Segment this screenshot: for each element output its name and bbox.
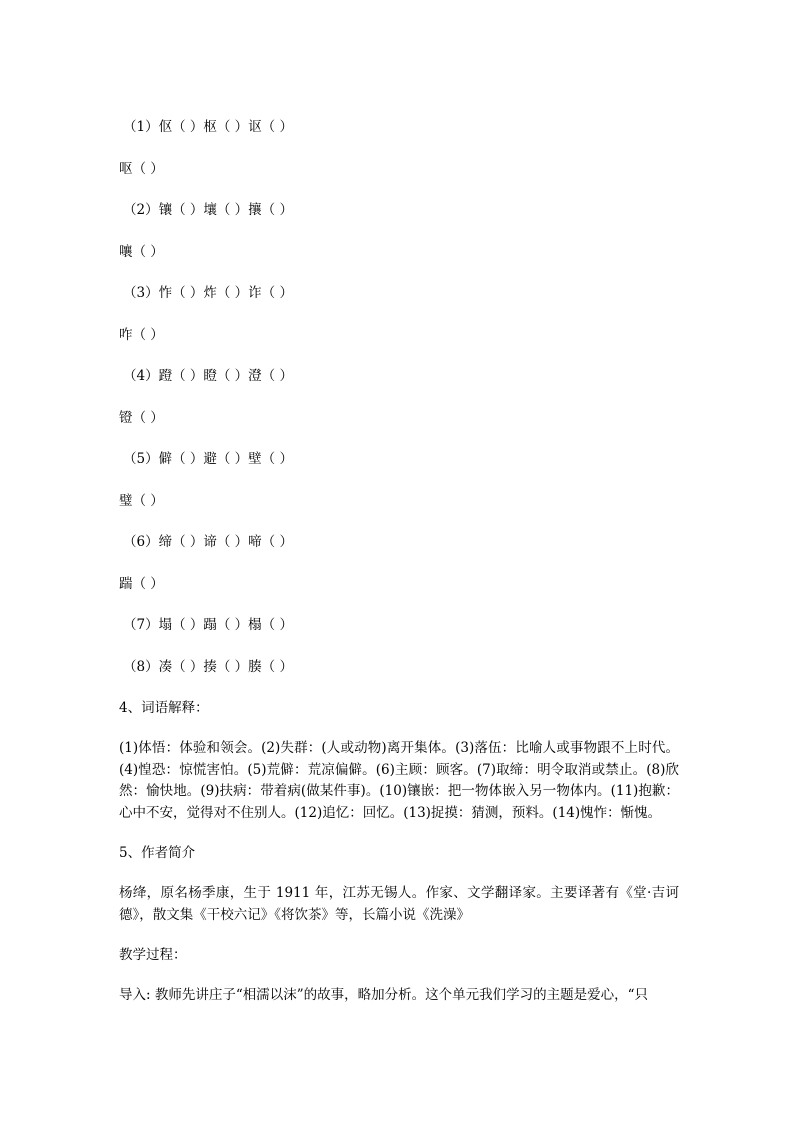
section-5-body: 杨绛，原名杨季康，生于 1911 年，江苏无锡人。作家、文学翻译家。主要译著有《堂·吉诃德》，散文集《干校六记》《将饮茶》等，长篇小说《洗澡》	[119, 885, 679, 923]
exercise-row-4-cont: 镫（ ）	[119, 409, 164, 426]
exercise-row-6-cont: 踹（ ）	[119, 575, 164, 592]
exercise-row-5: （5）僻（ ）避（ ）壁（ ）	[123, 451, 293, 467]
teaching-heading: 教学过程：	[119, 947, 187, 963]
exercise-row-6: （6）缔（ ）谛（ ）啼（ ）	[123, 534, 293, 550]
exercise-row-1-cont: 呕（ ）	[119, 160, 164, 177]
exercise-row-8: （8）凑（ ）揍（ ）腠（ ）	[123, 658, 293, 675]
exercise-row-5-cont: 璧（ ）	[119, 492, 164, 509]
exercise-row-3: （3）怍（ ）炸（ ）诈（ ）	[123, 285, 293, 301]
teaching-intro: 导入: 教师先讲庄子“相濡以沫”的故事，略加分析。这个单元我们学习的主题是爱心，“只	[119, 987, 649, 1003]
document-page	[119, 117, 679, 1007]
exercise-row-2-cont: 嚷（ ）	[119, 243, 164, 260]
exercise-row-2: （2）镶（ ）壤（ ）攘（ ）	[123, 202, 293, 218]
section-5-heading: 5、作者简介	[119, 845, 196, 861]
exercise-row-3-cont: 咋（ ）	[119, 326, 164, 343]
exercise-row-7: （7）塌（ ）蹋（ ）榻（ ）	[123, 617, 293, 633]
section-4-body: (1)体悟：体验和领会。(2)失群：(人或动物)离开集体。(3)落伍：比喻人或事物跟不上时代。(4)惶恐：惊慌害怕。(5)荒僻：荒凉偏僻。(6)主顾：顾客。(7)取缔：明令取消或禁止。(8)欣然：愉快地。(9)扶病：带着病(做某件事)。(10)镶嵌：把一物体嵌入另一物体内。(11)抱歉：心中不安，觉得对不住别人。(12)追忆：回忆。(13)捉摸：猜测，预料。(14)愧怍：惭愧。	[119, 740, 679, 821]
exercise-row-1: （1）伛（ ）枢（ ）讴（ ）	[123, 119, 293, 135]
exercise-row-4: （4）蹬（ ）瞪（ ）澄（ ）	[123, 368, 293, 384]
section-4-heading: 4、词语解释：	[119, 700, 209, 716]
